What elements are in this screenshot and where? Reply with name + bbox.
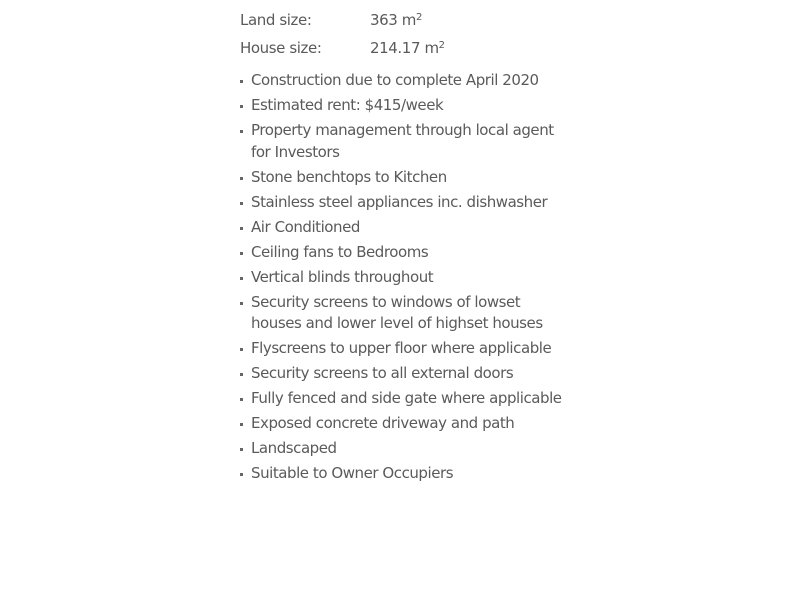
house-size-row <box>240 33 445 61</box>
feature-item: Suitable to Owner Occupiers <box>240 463 571 485</box>
feature-item: Vertical blinds throughout <box>240 267 571 289</box>
feature-item: Estimated rent: $415/week <box>240 95 571 117</box>
land-size-value <box>370 5 445 33</box>
land-size-unit-superscript: 2 <box>416 12 422 23</box>
feature-item: Property management through local agent for Investors <box>240 120 571 163</box>
feature-item: Stone benchtops to Kitchen <box>240 167 571 189</box>
feature-item: Stainless steel appliances inc. dishwasher <box>240 192 571 214</box>
feature-item: Flyscreens to upper floor where applicable <box>240 338 571 360</box>
house-size-unit-superscript: 2 <box>438 40 445 51</box>
feature-item: Security screens to all external doors <box>240 363 571 385</box>
feature-item: Fully fenced and side gate where applicable <box>240 388 571 410</box>
feature-list <box>240 70 570 485</box>
property-specs <box>240 5 445 61</box>
feature-item: Air Conditioned <box>240 217 571 239</box>
land-size-number: 363 m <box>370 11 417 29</box>
house-size-number: 214.17 m <box>370 39 439 57</box>
house-size-value <box>370 33 445 61</box>
feature-item: Ceiling fans to Bedrooms <box>240 242 571 264</box>
property-details <box>240 5 570 488</box>
feature-item: Security screens to windows of lowset houses and lower level of highset houses <box>240 292 571 335</box>
feature-item: Exposed concrete driveway and path <box>240 413 571 435</box>
land-size-label: Land size: <box>240 11 312 29</box>
house-size-label: House size: <box>240 39 322 57</box>
feature-item: Landscaped <box>240 438 571 460</box>
feature-item: Construction due to complete April 2020 <box>240 70 571 92</box>
land-size-row <box>240 5 445 33</box>
